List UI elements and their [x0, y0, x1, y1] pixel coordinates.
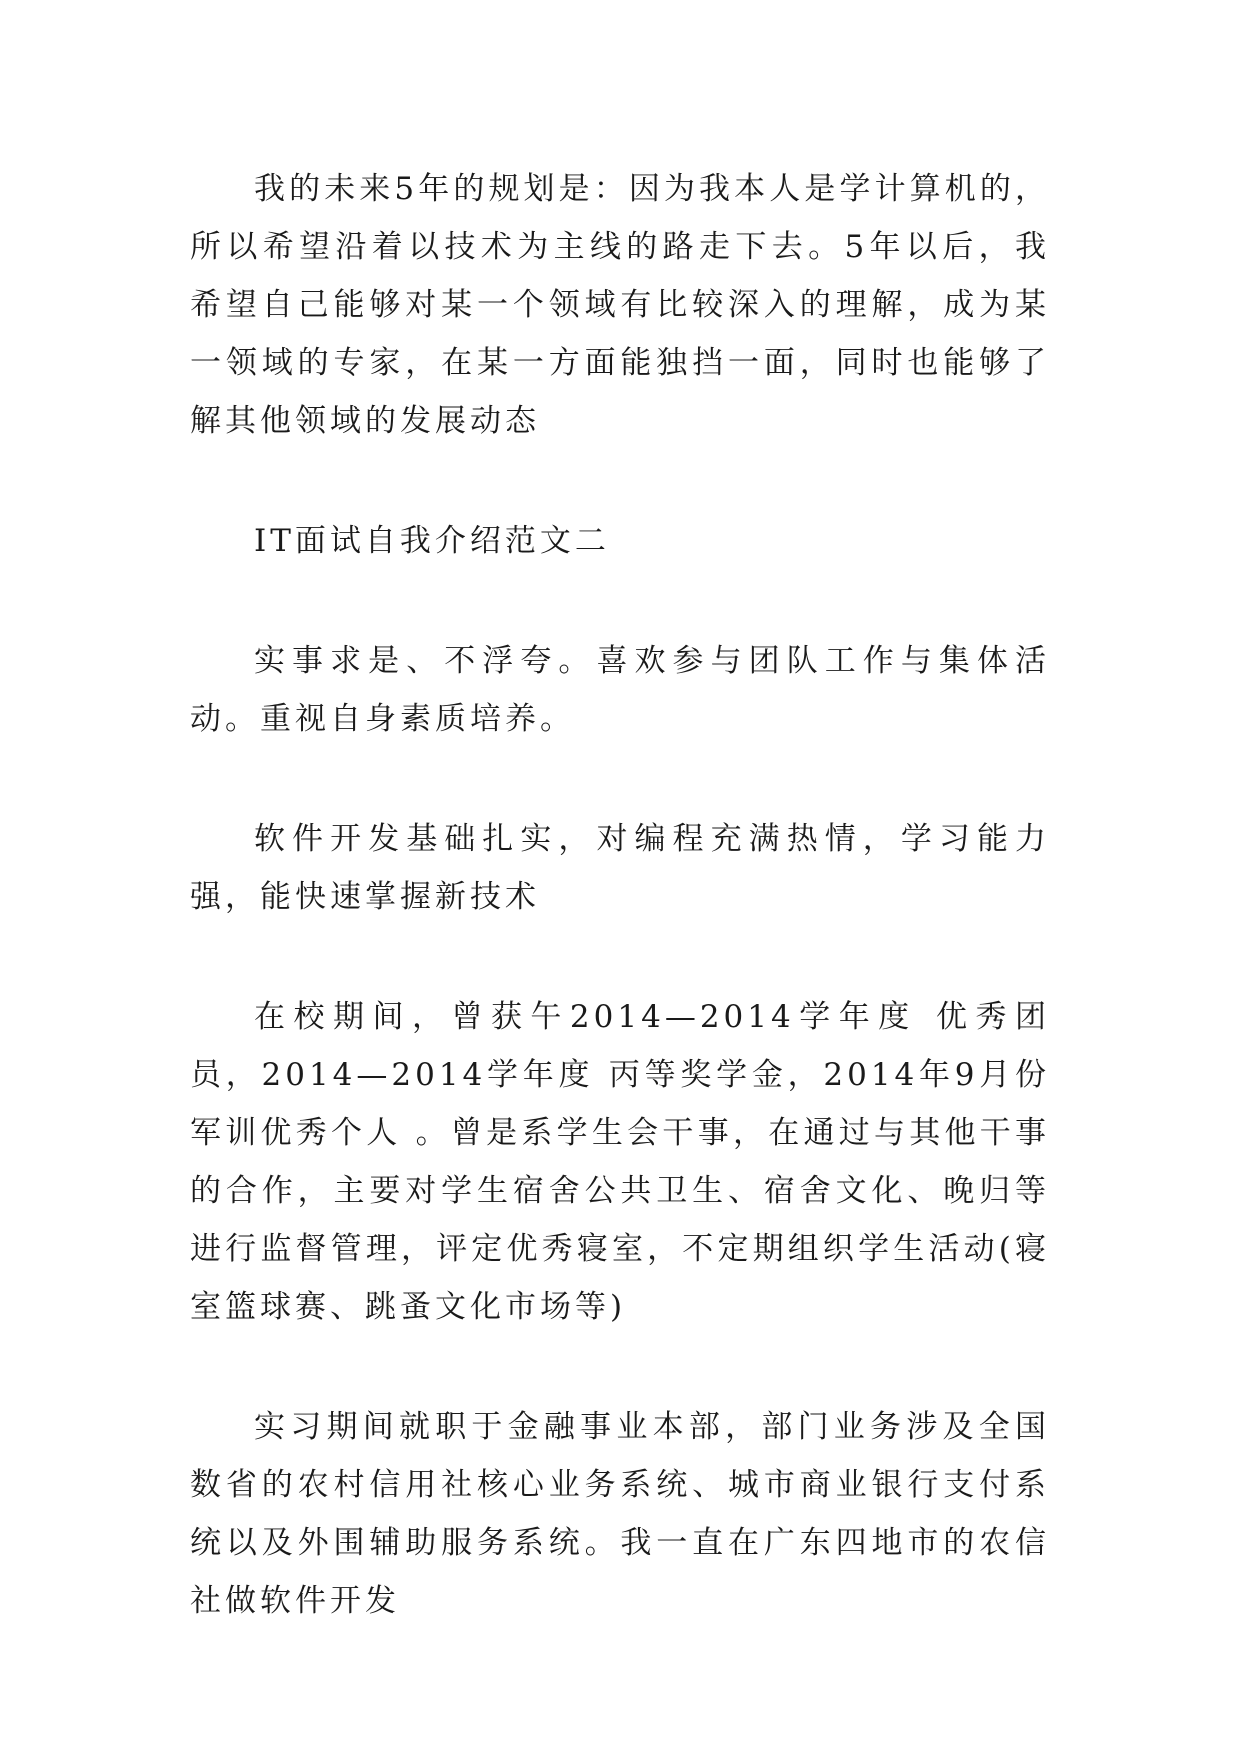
paragraph-school-experience: 在校期间，曾获午2014—2014学年度 优秀团员，2014—2014学年度 丙等奖学金，2014年9月份 军训优秀个人 。曾是系学生会干事，在通过与其他干事的合作，主要对学生宿舍公共卫生、宿舍文化、晚归等进行监督管理，评定优秀寝室，不定期组织学生活动(寝室篮球赛、跳蚤文化市场等): [190, 999, 1050, 1325]
document-body: [190, 160, 1050, 1630]
paragraph-skills: 软件开发基础扎实，对编程充满热情，学习能力强，能快速掌握新技术: [190, 821, 1050, 915]
paragraph-internship: 实习期间就职于金融事业本部，部门业务涉及全国数省的农村信用社核心业务系统、城市商业银行支付系统以及外围辅助服务系统。我一直在广东四地市的农信社做软件开发: [190, 1409, 1050, 1619]
section-heading: IT面试自我介绍范文二: [254, 523, 610, 559]
paragraph-personality: 实事求是、不浮夸。喜欢参与团队工作与集体活动。重视自身素质培养。: [190, 643, 1050, 737]
paragraph-career-plan: 我的未来5年的规划是：因为我本人是学计算机的，所以希望沿着以技术为主线的路走下去。5年以后，我希望自己能够对某一个领域有比较深入的理解，成为某一领域的专家，在某一方面能独挡一面，同时也能够了解其他领域的发展动态: [190, 171, 1050, 439]
